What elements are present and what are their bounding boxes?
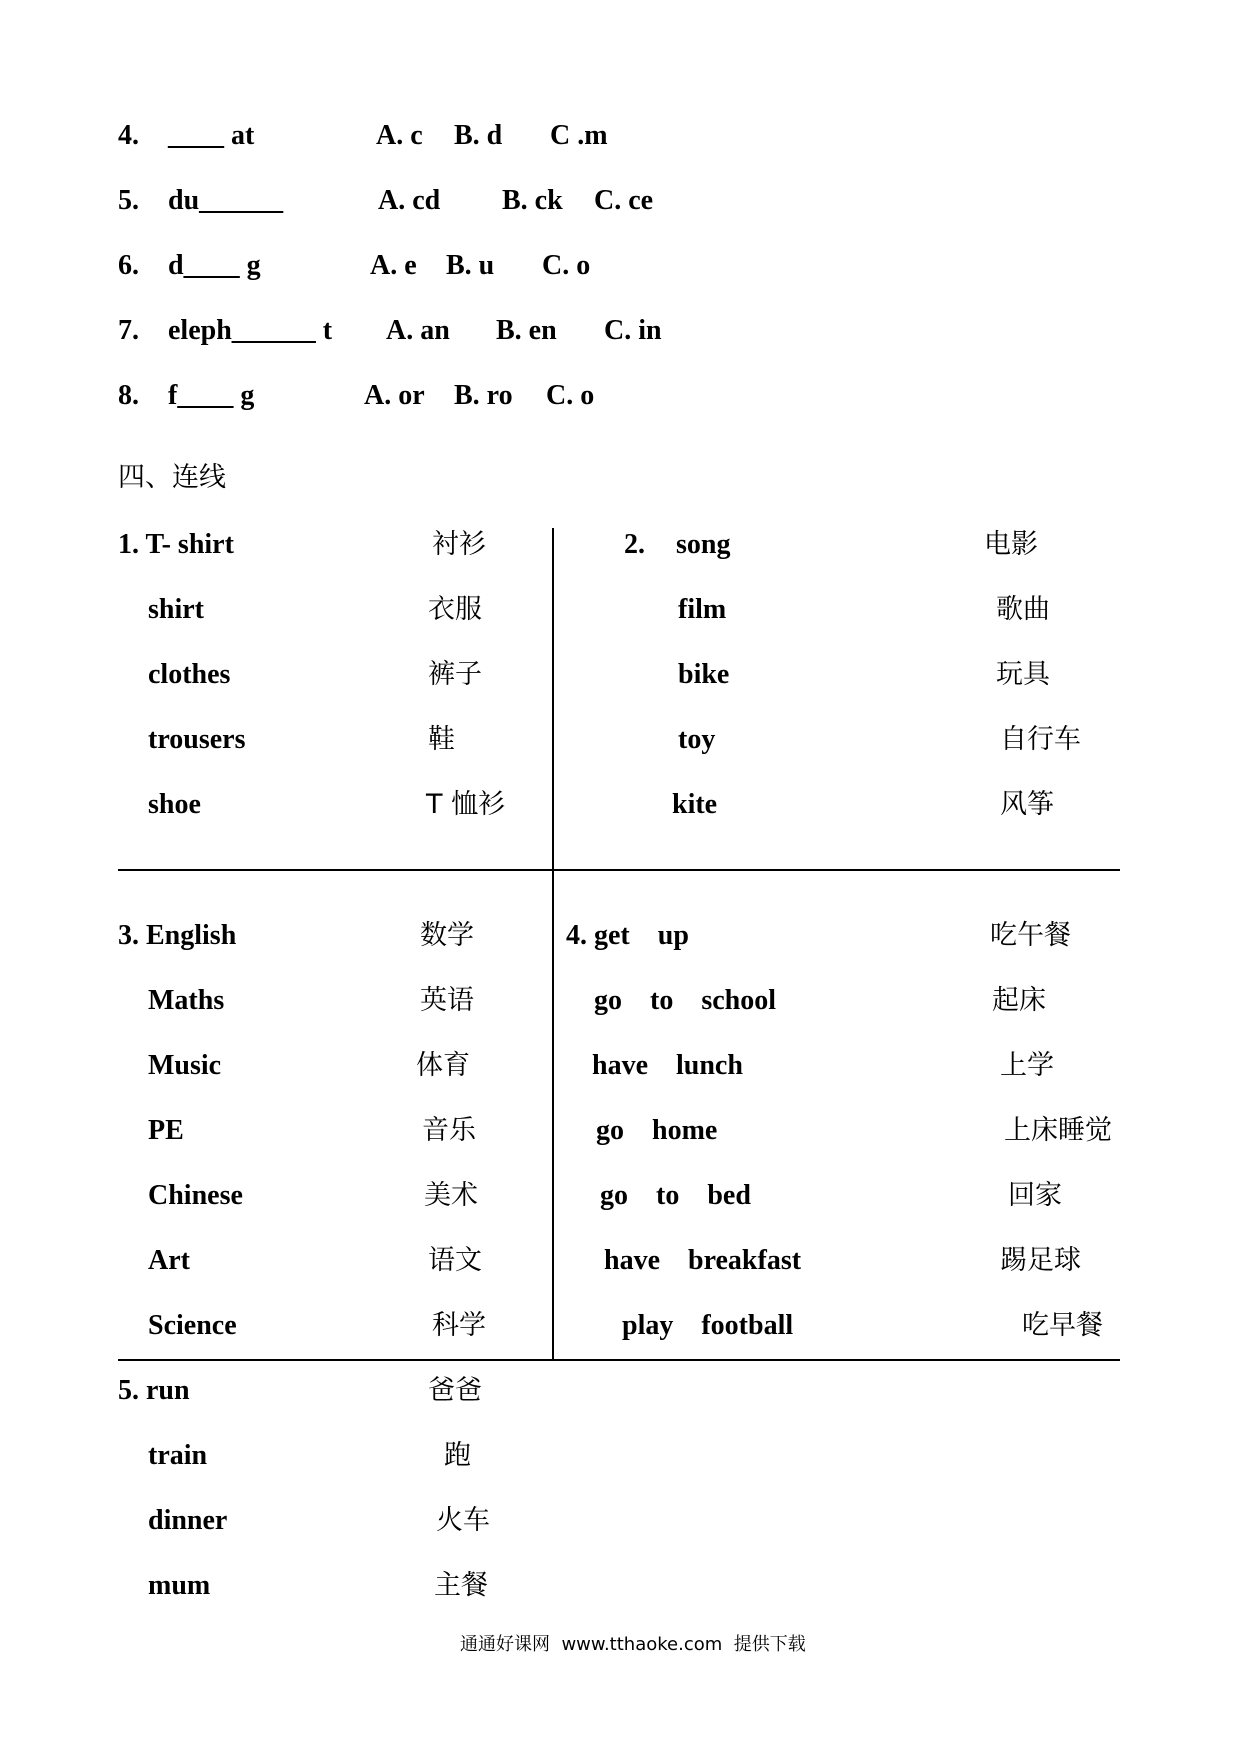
- english-phrase: go to bed: [600, 1180, 751, 1211]
- english-word: Maths: [148, 985, 225, 1016]
- chinese-word: 语文: [428, 1245, 482, 1276]
- vertical-divider-bottom: [552, 870, 554, 1360]
- chinese-word: 科学: [432, 1310, 486, 1341]
- chinese-word: 数学: [420, 920, 474, 951]
- item-word: du______: [168, 185, 284, 216]
- english-word: clothes: [148, 659, 231, 690]
- english-word: Art: [148, 1245, 190, 1276]
- item-number: 7.: [118, 315, 139, 346]
- chinese-word: 主餐: [434, 1570, 488, 1601]
- option-c: C .m: [550, 120, 608, 151]
- option-c: C. o: [542, 250, 591, 281]
- chinese-word: 自行车: [1000, 724, 1081, 755]
- chinese-word: 跑: [444, 1440, 471, 1471]
- english-word: Chinese: [148, 1180, 243, 1211]
- english-word: bike: [678, 659, 730, 690]
- vertical-divider-top: [552, 528, 554, 870]
- horizontal-divider-middle: [118, 869, 1120, 871]
- chinese-word: 歌曲: [996, 594, 1050, 625]
- option-b: B. ro: [454, 380, 513, 411]
- english-phrase: go home: [596, 1115, 718, 1146]
- english-word: mum: [148, 1570, 211, 1601]
- option-b: B. en: [496, 315, 557, 346]
- chinese-word: 衬衫: [432, 529, 486, 560]
- english-word: Science: [148, 1310, 237, 1341]
- english-word: train: [148, 1440, 208, 1471]
- option-a: A. an: [386, 315, 450, 346]
- english-word: song: [676, 529, 731, 560]
- chinese-word: 玩具: [996, 659, 1050, 690]
- chinese-word: 音乐: [422, 1115, 476, 1146]
- english-word: 1. T- shirt: [118, 529, 234, 560]
- option-c: C. o: [546, 380, 595, 411]
- english-word: film: [678, 594, 727, 625]
- english-word: 3. English: [118, 920, 237, 951]
- english-word: dinner: [148, 1505, 228, 1536]
- section-heading: 四、连线: [118, 462, 226, 493]
- option-b: B. d: [454, 120, 503, 151]
- chinese-phrase: 起床: [992, 985, 1046, 1016]
- option-c: C. ce: [594, 185, 654, 216]
- chinese-word: T 恤衫: [426, 789, 506, 820]
- english-phrase: have lunch: [592, 1050, 743, 1081]
- item-number: 5.: [118, 185, 139, 216]
- english-word: shirt: [148, 594, 204, 625]
- english-word: kite: [672, 789, 718, 820]
- item-word: ____ at: [168, 120, 255, 151]
- chinese-word: 火车: [436, 1505, 490, 1536]
- footer-text: 通通好课网 www.tthaoke.com 提供下载: [460, 1634, 806, 1655]
- chinese-word: 电影: [984, 529, 1038, 560]
- english-word: toy: [678, 724, 716, 755]
- chinese-word: 爸爸: [428, 1375, 482, 1406]
- chinese-word: 美术: [424, 1180, 478, 1211]
- chinese-phrase: 踢足球: [1000, 1245, 1081, 1276]
- option-a: A. e: [370, 250, 417, 281]
- option-a: A. or: [364, 380, 425, 411]
- english-word: shoe: [148, 789, 201, 820]
- english-word: trousers: [148, 724, 246, 755]
- english-word: PE: [148, 1115, 184, 1146]
- chinese-word: 风筝: [1000, 789, 1054, 820]
- chinese-phrase: 上学: [1000, 1050, 1054, 1081]
- chinese-phrase: 回家: [1008, 1180, 1062, 1211]
- english-phrase: 4. get up: [566, 920, 689, 951]
- option-a: A. cd: [378, 185, 441, 216]
- english-phrase: play football: [622, 1310, 794, 1341]
- option-b: B. ck: [502, 185, 563, 216]
- chinese-word: 鞋: [428, 724, 455, 755]
- item-word: d____ g: [168, 250, 261, 281]
- horizontal-divider-bottom: [118, 1359, 1120, 1361]
- item-word: eleph______ t: [168, 315, 333, 346]
- chinese-phrase: 上床睡觉: [1004, 1115, 1112, 1146]
- chinese-word: 体育: [416, 1050, 470, 1081]
- chinese-word: 衣服: [428, 594, 482, 625]
- chinese-phrase: 吃早餐: [1022, 1310, 1103, 1341]
- item-number: 6.: [118, 250, 139, 281]
- english-phrase: have breakfast: [604, 1245, 802, 1276]
- option-b: B. u: [446, 250, 495, 281]
- english-word: Music: [148, 1050, 222, 1081]
- chinese-word: 英语: [420, 985, 474, 1016]
- english-word: 5. run: [118, 1375, 190, 1406]
- group-number: 2.: [624, 529, 645, 560]
- chinese-word: 裤子: [428, 659, 482, 690]
- option-c: C. in: [604, 315, 662, 346]
- option-a: A. c: [376, 120, 423, 151]
- english-phrase: go to school: [594, 985, 776, 1016]
- chinese-phrase: 吃午餐: [990, 920, 1071, 951]
- item-word: f____ g: [168, 380, 255, 411]
- item-number: 4.: [118, 120, 139, 151]
- item-number: 8.: [118, 380, 139, 411]
